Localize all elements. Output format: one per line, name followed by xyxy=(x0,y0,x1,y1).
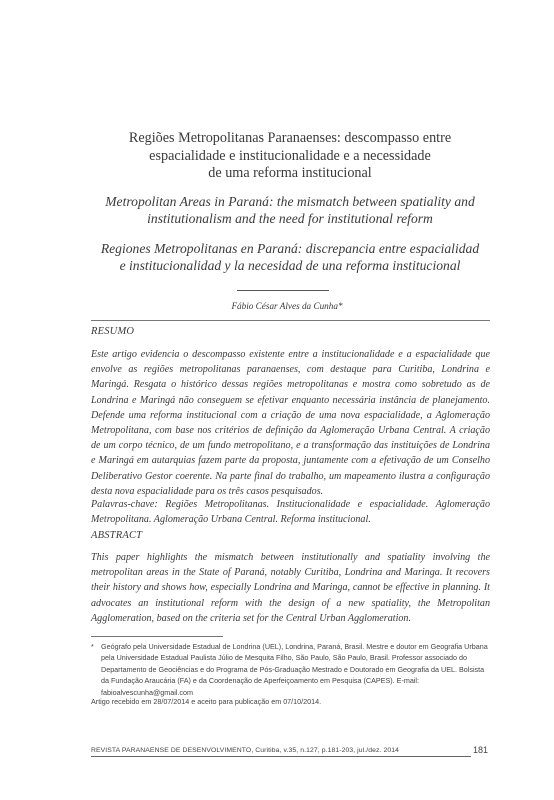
title-english xyxy=(90,193,490,228)
author-name: Fábio César Alves da Cunha* xyxy=(231,301,343,311)
keywords: Palavras-chave: Regiões Metropolitanas. Institucionalidade e espacialidade. Aglomeração Metropolitana. Aglomeração Urbana Central. Reforma institucional. xyxy=(91,499,490,526)
title-en-line: institutionalism and the need for institutional reform xyxy=(147,211,433,227)
resumo-heading: RESUMO xyxy=(91,326,135,337)
title-pt-line: Regiões Metropolitanas Paranaenses: descompasso entre xyxy=(128,130,452,146)
abstract-heading: ABSTRACT xyxy=(91,530,143,541)
abstract-text: This paper highlights the mismatch between institutionally and spatiality involving the metropolitan areas in the State of Paraná, notably Curitiba, Londrina and Maringa. It recovers their history and shows how, especially Londrina and Maringa, cannot be effective in planning. It advocates an institutional reform with the design of a new spatiality, the Metropolitan Agglomeration, based on the criteria set for the Central Urban Agglomeration. xyxy=(91,552,490,624)
footnote-divider xyxy=(91,636,223,637)
author-footnote xyxy=(91,641,490,698)
title-es-line: e institucionalidad y la necesidad de una reforma institucional xyxy=(119,258,461,273)
journal-footer: REVISTA PARANAENSE DE DESENVOLVIMENTO, Curitiba, v.35, n.127, p.181-203, jul./dez. 2014 xyxy=(91,747,400,754)
title-en-line: Metropolitan Areas in Paraná: the mismatch between spatiality and xyxy=(105,193,475,209)
title-pt-line: de uma reforma institucional xyxy=(208,165,372,182)
title-block xyxy=(90,130,490,274)
footnote-text: Geógrafo pela Universidade Estadual de Londrina (UEL), Londrina, Paraná, Brasil. Mestre e doutor em Geografia Urbana pela Universidade Estadual Paulista Júlio de Mesquita Filho, São Paulo, São Paulo, Brasil. Professor associado do Departamento de Geociências e do Programa de Pós-Graduação Mestrado e Doutorado em Geografia da UEL. Bolsista da Fundação Araucária (FA) e da Coordenação de Aperfeiçoamento em Pesquisa (CAPES). E-mail: fabioalvescunha@gmail.com xyxy=(101,642,488,697)
title-es-line: Regiones Metropolitanas en Paraná: discrepancia entre espacialidad xyxy=(100,240,480,256)
received-date: Artigo recebido em 28/07/2014 e aceito para publicação em 07/10/2014. xyxy=(91,697,322,706)
title-spanish xyxy=(90,240,490,275)
title-pt-line: espacialidade e institucionalidade e a necessidade xyxy=(149,147,431,164)
title-portuguese xyxy=(90,130,490,183)
title-divider xyxy=(237,290,329,291)
author-divider xyxy=(91,320,490,321)
resumo-text: Este artigo evidencia o descompasso existente entre a institucionalidade e a espacialidade que envolve as regiões metropolitanas paranaenses, com destaque para Curitiba, Londrina e Maringá. Resgata o histórico dessas regiões metropolitanas e mostra como sobretudo as de Londrina e Maringá não conseguem se efetivar enquanto necessária instância de planejamento. Defende uma reforma institucional com a criação de uma nova espacialidade, a Aglomeração Metropolitana, com base nos critérios de definição da Aglomeração Urbana Central. A criação de um corpo técnico, de um fundo metropolitano, e a transformação das instituições de Londrina e Maringá em autarquias fazem parte da proposta, juntamente com a efetivação de um Conselho Deliberativo Gestor coerente. Na parte final do trabalho, um mapeamento ilustra a configuração desta nova espacialidade para os três casos pesquisados. xyxy=(91,349,490,497)
footnote-marker: * xyxy=(91,642,94,651)
footer-divider xyxy=(91,756,471,757)
page-number: 181 xyxy=(472,745,488,755)
